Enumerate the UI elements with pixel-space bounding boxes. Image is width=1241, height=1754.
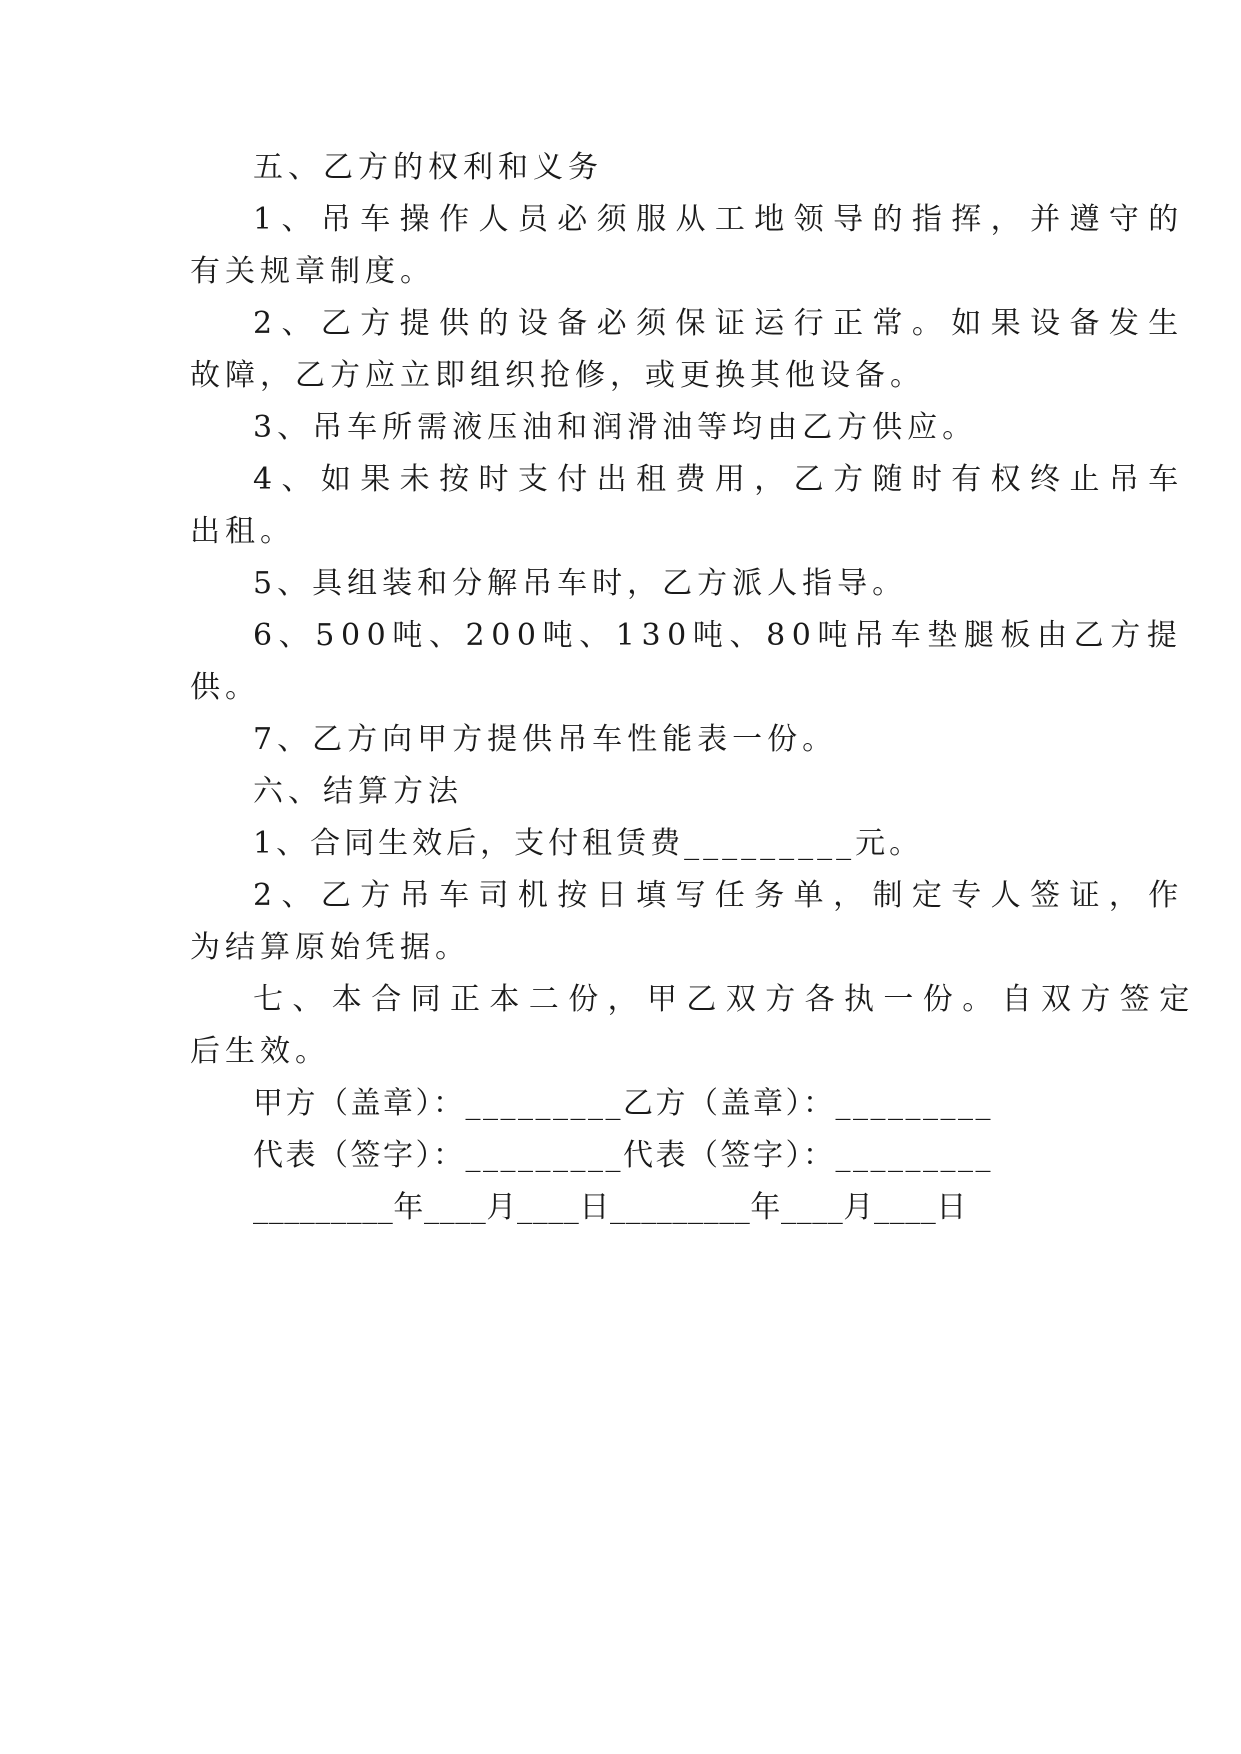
signature-date-line: _________年____月____日_________年____月____日: [253, 1190, 967, 1225]
paragraph-line: 故障，乙方应立即组织抢修，或更换其他设备。: [190, 358, 925, 393]
paragraph-line: 5、具组装和分解吊车时，乙方派人指导。: [253, 566, 908, 601]
paragraph-line: 7、乙方向甲方提供吊车性能表一份。: [253, 722, 838, 757]
paragraph-line: 出租。: [190, 514, 295, 549]
signature-line-representatives: 代表（签字）：_________代表（签字）：_________: [253, 1138, 993, 1173]
signature-line-party-a-b-seal: 甲方（盖章）：_________乙方（盖章）：_________: [253, 1086, 993, 1121]
paragraph-line: 供。: [190, 670, 260, 705]
section-heading: 六、结算方法: [253, 774, 463, 809]
paragraph-line: 2、乙方吊车司机按日填写任务单，制定专人签证，作: [253, 878, 1188, 913]
paragraph-line: 后生效。: [190, 1034, 330, 1069]
paragraph-line: 2、乙方提供的设备必须保证运行正常。如果设备发生: [253, 306, 1188, 341]
section-heading: 五、乙方的权利和义务: [253, 150, 603, 185]
paragraph-line: 1、吊车操作人员必须服从工地领导的指挥，并遵守的: [253, 202, 1188, 237]
paragraph-line: 1、合同生效后，支付租赁费_________元。: [253, 826, 924, 861]
paragraph-line: 有关规章制度。: [190, 254, 435, 289]
paragraph-line: 4、如果未按时支付出租费用，乙方随时有权终止吊车: [253, 462, 1188, 497]
paragraph-line: 3、吊车所需液压油和润滑油等均由乙方供应。: [253, 410, 978, 445]
paragraph-line: 为结算原始凭据。: [190, 930, 470, 965]
paragraph-line: 6、500吨、200吨、130吨、80吨吊车垫腿板由乙方提: [253, 618, 1184, 653]
paragraph-line: 七、本合同正本二份，甲乙双方各执一份。自双方签定: [253, 982, 1199, 1017]
